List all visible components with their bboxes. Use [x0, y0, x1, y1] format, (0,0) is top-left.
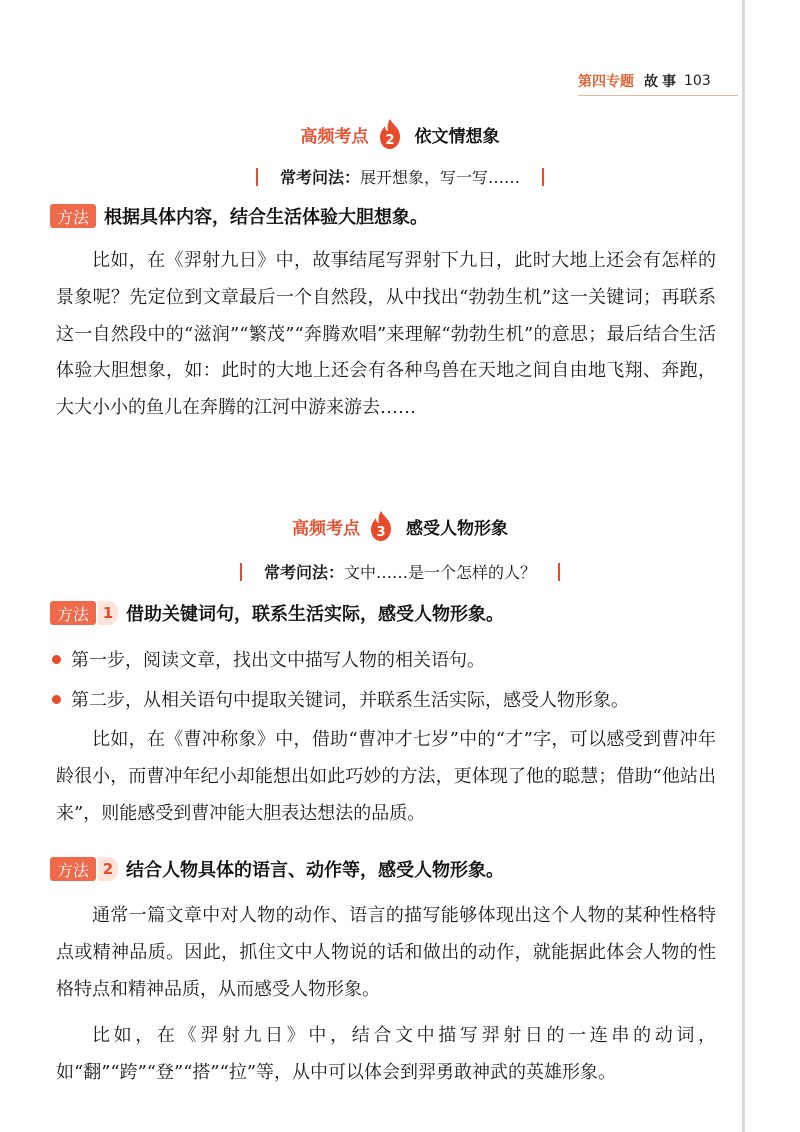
method-number: 2 [98, 857, 118, 881]
ask-bar-right [542, 168, 544, 186]
page-number: 103 [684, 73, 711, 89]
keypoint-2-method [50, 203, 428, 229]
step-item [52, 646, 485, 672]
bullet-icon [52, 655, 61, 664]
ask-bar-left [240, 563, 242, 581]
keypoint-2-ask [0, 165, 800, 188]
keypoint-2-paragraph: 比如，在《羿射九日》中，故事结尾写羿射下九日，此时大地上还会有怎样的景象呢？先定位到文章最后一个自然段，从中找出“勃勃生机”这一关键词；再联系这一自然段中的“滋润”“繁茂”“奔腾欢唱”来理解“勃勃生机”的意思；最后结合生活体验大胆想象，如：此时的大地上还会有各种鸟兽在天地之间自由地飞翔、奔跑，大大小小的鱼儿在奔腾的江河中游来游去…… [56, 250, 716, 419]
header-title: 故事 [644, 74, 680, 90]
header-rule [578, 95, 738, 96]
keypoint-3-method-2-paragraph-2: 比如，在《羿射九日》中，结合文中描写羿射日的一连串的动词，如“翻”“跨”“登”“搭”“拉”等，从中可以体会到羿勇敢神武的英雄形象。 [56, 1025, 716, 1083]
method-text: 结合人物具体的语言、动作等，感受人物形象。 [126, 860, 505, 881]
keypoint-label: 高频考点 [292, 518, 360, 539]
ask-bar-right [558, 563, 560, 581]
keypoint-number: 2 [384, 133, 395, 148]
method-number: 1 [98, 601, 118, 625]
method-badge: 方法 [50, 601, 96, 625]
step-text: 第一步，阅读文章，找出文中描写人物的相关语句。 [71, 650, 485, 671]
method-badge: 方法 [50, 857, 96, 881]
header-topic: 第四专题 [578, 74, 634, 90]
keypoint-3-method-2-paragraph-1: 通常一篇文章中对人物的动作、语言的描写能够体现出这个人物的某种性格特点或精神品质。因此，抓住文中人物说的话和做出的动作，就能据此体会人物的性格特点和精神品质，从而感受人物形象。 [56, 905, 716, 1000]
keypoint-title: 感受人物形象 [406, 518, 508, 539]
keypoint-2-heading [0, 118, 800, 150]
keypoint-3-method-1 [50, 600, 504, 626]
ask-bar-left [256, 168, 258, 186]
step-item [52, 686, 629, 712]
keypoint-3-ask [0, 560, 800, 583]
page-header [578, 70, 711, 92]
step-text: 第二步，从相关语句中提取关键词，并联系生活实际，感受人物形象。 [71, 690, 629, 711]
method-badge: 方法 [50, 204, 96, 228]
ask-text: 文中……是一个怎样的人？ [344, 563, 537, 582]
ask-text: 展开想象，写一写…… [360, 168, 521, 187]
flame-icon [368, 510, 394, 542]
method-text: 借助关键词句，联系生活实际，感受人物形象。 [126, 604, 505, 625]
keypoint-3-method-2 [50, 856, 504, 882]
flame-icon [377, 118, 403, 150]
ask-label: 常考问法： [279, 168, 360, 187]
keypoint-3-method-1-paragraph: 比如，在《曹冲称象》中，借助“曹冲才七岁”中的“才”字，可以感受到曹冲年龄很小，而曹冲年纪小却能想出如此巧妙的方法，更体现了他的聪慧；借助“他站出来”，则能感受到曹冲能大胆表达想法的品质。 [56, 729, 716, 824]
keypoint-3-heading [0, 510, 800, 542]
keypoint-number: 3 [376, 525, 386, 540]
method-text: 根据具体内容，结合生活体验大胆想象。 [104, 207, 429, 228]
ask-label: 常考问法： [263, 563, 344, 582]
keypoint-title: 依文情想象 [414, 126, 500, 147]
bullet-icon [52, 695, 61, 704]
keypoint-label: 高频考点 [300, 126, 369, 147]
